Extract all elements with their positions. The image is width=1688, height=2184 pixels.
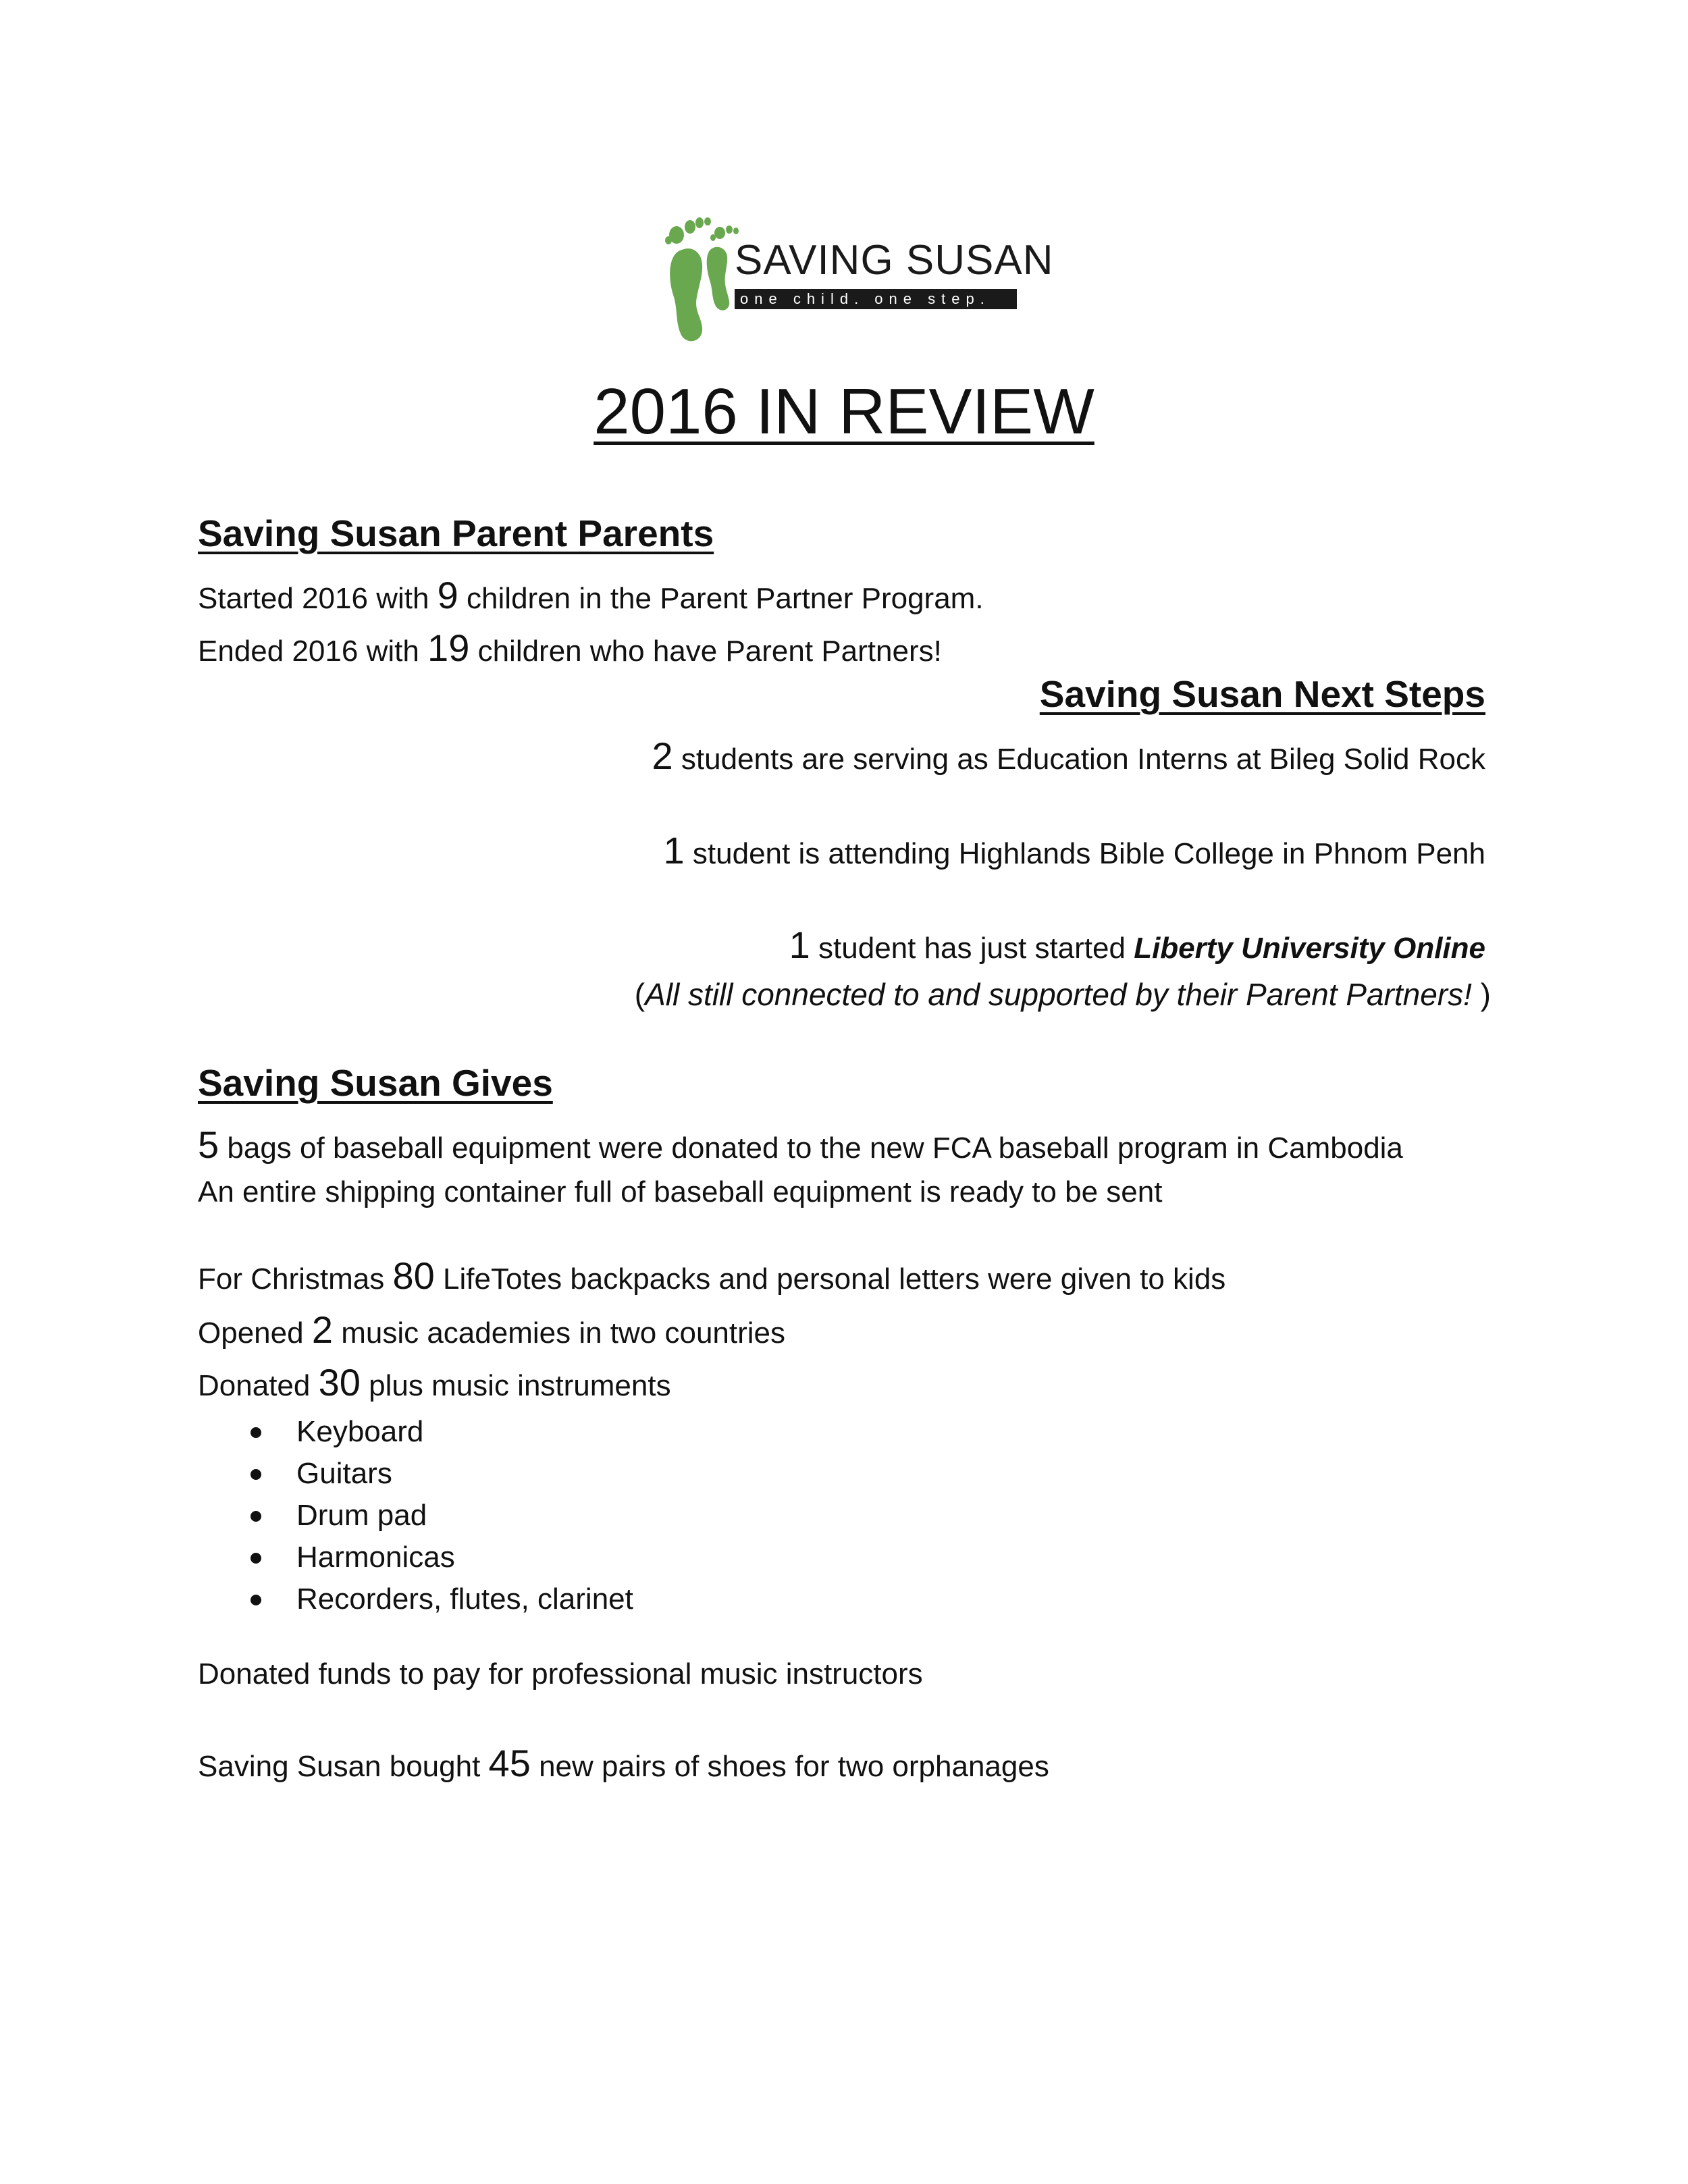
gives-instructors-line: Donated funds to pay for professional music instructors: [198, 1657, 923, 1690]
stat-number: 80: [392, 1254, 435, 1297]
stat-number: 19: [427, 627, 470, 669]
text: (: [634, 977, 645, 1012]
stat-number: 1: [663, 829, 685, 872]
parent-partners-start-line: [198, 572, 984, 618]
bullet-icon: [250, 1511, 261, 1522]
text: students are serving as Education Interns at Bileg Solid Rock: [672, 743, 1485, 776]
text: ): [1471, 977, 1491, 1012]
text: student is attending Highlands Bible College in Phnom Penh: [684, 837, 1485, 870]
footprint-icon: [655, 203, 743, 344]
list-item-label: Drum pad: [296, 1499, 427, 1532]
stat-number: 1: [789, 924, 810, 966]
section-heading-gives: Saving Susan Gives: [198, 1062, 553, 1104]
bullet-icon: [250, 1469, 261, 1480]
stat-number: 9: [437, 574, 458, 616]
list-item-label: Harmonicas: [296, 1541, 455, 1574]
section-heading-parent-partners: Saving Susan Parent Parents: [198, 512, 714, 554]
next-steps-college-line: [664, 828, 1485, 873]
next-steps-note: [635, 976, 1491, 1013]
text: Saving Susan bought: [198, 1750, 489, 1783]
stat-number: 30: [318, 1361, 361, 1404]
text: Donated: [198, 1369, 319, 1402]
text: Started 2016 with: [198, 582, 438, 615]
note-text: All still connected to and supported by their Parent Partners!: [645, 977, 1472, 1012]
section-heading-next-steps: Saving Susan Next Steps: [1039, 673, 1485, 715]
stat-number: 5: [198, 1123, 219, 1166]
saving-susan-logo: [655, 203, 1054, 344]
list-item-label: Guitars: [296, 1457, 392, 1490]
gives-baseball-bags-line: [198, 1122, 1403, 1167]
list-item: [198, 1578, 633, 1620]
gives-christmas-line: [198, 1253, 1225, 1298]
text: bags of baseball equipment were donated to the new FCA baseball program in Cambodia: [219, 1131, 1403, 1165]
instrument-list: [198, 1411, 633, 1620]
bullet-icon: [250, 1553, 261, 1564]
bullet-icon: [250, 1595, 261, 1605]
gives-music-academies-line: [198, 1307, 785, 1352]
text: children who have Parent Partners!: [469, 635, 942, 668]
stat-number: 2: [311, 1308, 333, 1351]
page-title: 2016 IN REVIEW: [594, 375, 1094, 448]
university-name: Liberty University Online: [1134, 932, 1485, 965]
parent-partners-end-line: [198, 625, 942, 670]
text: new pairs of shoes for two orphanages: [530, 1750, 1049, 1783]
list-item: [198, 1453, 633, 1495]
stat-number: 2: [652, 735, 673, 777]
list-item: [198, 1411, 633, 1453]
logo-tagline: one child. one step.: [735, 289, 1017, 309]
logo-wordmark: SAVING SUSAN: [735, 237, 1054, 284]
list-item-label: Keyboard: [296, 1415, 424, 1448]
gives-instruments-line: [198, 1360, 671, 1405]
text: Ended 2016 with: [198, 635, 428, 668]
text: For Christmas: [198, 1262, 393, 1296]
bullet-icon: [250, 1427, 261, 1438]
gives-shoes-line: [198, 1740, 1049, 1786]
text: plus music instruments: [360, 1369, 671, 1402]
next-steps-university-line: [789, 922, 1485, 967]
next-steps-interns-line: [652, 733, 1485, 778]
list-item: [198, 1495, 633, 1537]
text: Opened: [198, 1316, 312, 1350]
text: student has just started: [810, 932, 1134, 965]
list-item-label: Recorders, flutes, clarinet: [296, 1582, 633, 1616]
text: children in the Parent Partner Program.: [458, 582, 984, 615]
text: LifeTotes backpacks and personal letters were given to kids: [434, 1262, 1226, 1296]
stat-number: 45: [488, 1742, 531, 1784]
text: music academies in two countries: [332, 1316, 786, 1350]
list-item: [198, 1537, 633, 1578]
gives-shipping-container-line: An entire shipping container full of baseball equipment is ready to be sent: [198, 1175, 1163, 1208]
